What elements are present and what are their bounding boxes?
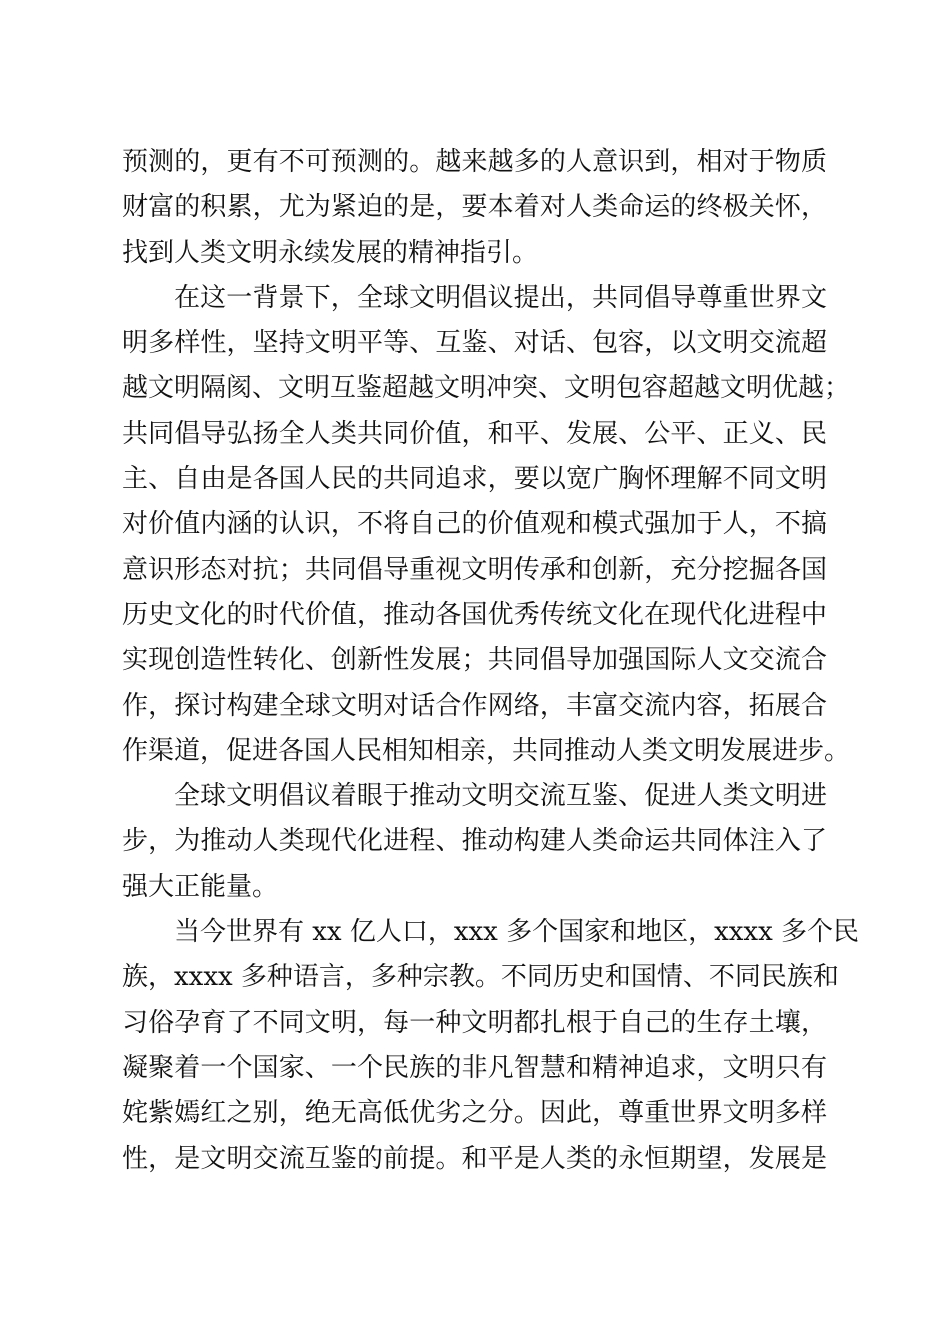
text-line: 步，为推动人类现代化进程、推动构建人类命运共同体注入了 bbox=[122, 826, 827, 857]
text-line: 对价值内涵的认识，不将自己的价值观和模式强加于人，不搞 bbox=[122, 509, 827, 540]
text-line: 越文明隔阂、文明互鉴超越文明冲突、文明包容超越文明优越； bbox=[122, 373, 851, 404]
text-line: 习俗孕育了不同文明，每一种文明都扎根于自己的生存土壤， bbox=[122, 1007, 827, 1038]
paragraph-2 bbox=[122, 276, 851, 774]
text-line: 预测的，更有不可预测的。越来越多的人意识到，相对于物质 bbox=[122, 147, 827, 177]
text-line: 作渠道，促进各国人民相知相亲，共同推动人类文明发展进步。 bbox=[122, 735, 851, 766]
paragraph-3 bbox=[122, 774, 827, 910]
text-line: 主、自由是各国人民的共同追求，要以宽广胸怀理解不同文明 bbox=[122, 464, 827, 495]
text-line: 共同倡导弘扬全人类共同价值，和平、发展、公平、正义、民 bbox=[122, 418, 827, 449]
text-line: 全球文明倡议着眼于推动文明交流互鉴、促进人类文明进 bbox=[174, 781, 827, 812]
paragraph-4 bbox=[122, 910, 860, 1182]
text-line: 性，是文明交流互鉴的前提。和平是人类的永恒期望，发展是 bbox=[122, 1143, 827, 1174]
text-line: 强大正能量。 bbox=[122, 871, 279, 902]
text-line: 意识形态对抗；共同倡导重视文明传承和创新，充分挖掘各国 bbox=[122, 554, 827, 585]
text-line: 历史文化的时代价值，推动各国优秀传统文化在现代化进程中 bbox=[122, 599, 827, 630]
text-line: 作，探讨构建全球文明对话合作网络，丰富交流内容，拓展合 bbox=[122, 690, 827, 721]
text-line: 明多样性，坚持文明平等、互鉴、对话、包容，以文明交流超 bbox=[122, 328, 827, 359]
text-line: 在这一背景下，全球文明倡议提出，共同倡导尊重世界文 bbox=[174, 282, 827, 313]
text-line: 族，xxxx 多种语言，多种宗教。不同历史和国情、不同民族和 bbox=[122, 962, 839, 993]
text-line: 当今世界有 xx 亿人口，xxx 多个国家和地区，xxxx 多个民 bbox=[174, 917, 860, 948]
body-text bbox=[122, 140, 860, 1182]
paragraph-1 bbox=[122, 140, 827, 276]
text-line: 凝聚着一个国家、一个民族的非凡智慧和精神追求，文明只有 bbox=[122, 1052, 827, 1083]
text-line: 姹紫嫣红之别，绝无高低优劣之分。因此，尊重世界文明多样 bbox=[122, 1098, 827, 1129]
text-line: 财富的积累，尤为紧迫的是，要本着对人类命运的终极关怀， bbox=[122, 192, 827, 223]
text-line: 实现创造性转化、创新性发展；共同倡导加强国际人文交流合 bbox=[122, 645, 827, 676]
text-line: 找到人类文明永续发展的精神指引。 bbox=[122, 237, 539, 268]
